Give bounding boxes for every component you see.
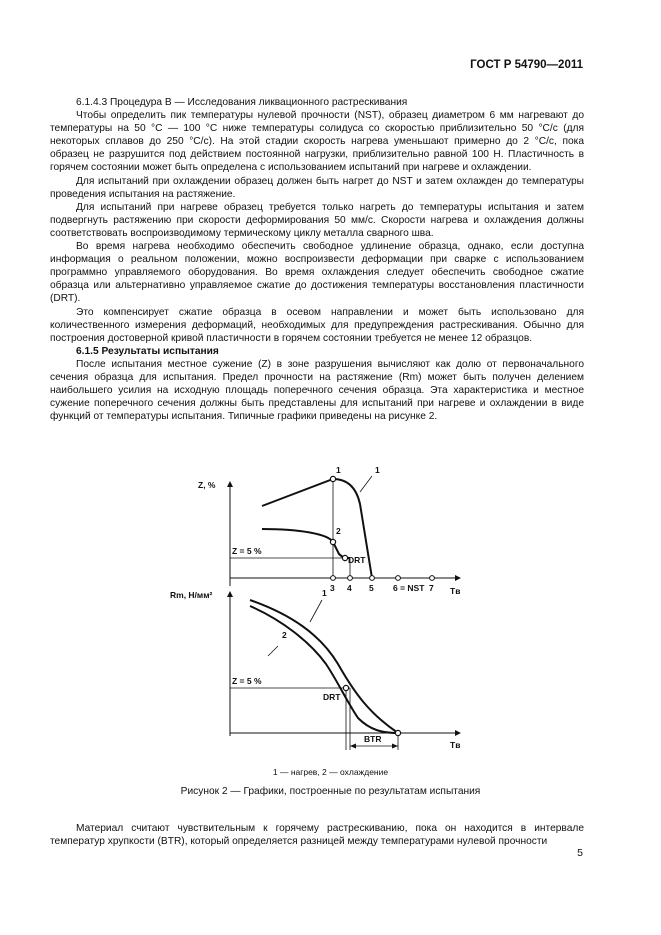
top-tick-label: 3 — [330, 583, 335, 593]
standard-code: ГОСТ Р 54790—2011 — [470, 59, 583, 71]
top-tick-point — [430, 576, 435, 581]
btr-arrow-left — [350, 744, 356, 749]
top-threshold-label: Z = 5 % — [232, 546, 262, 556]
bottom-y-label: Rm, Н/мм² — [170, 590, 213, 600]
top-tick-point — [396, 576, 401, 581]
top-point-label: DRT — [348, 555, 366, 565]
top-tick-point — [348, 576, 353, 581]
top-point-label: 2 — [336, 526, 341, 536]
figure-2 — [160, 465, 480, 774]
tail-text — [50, 822, 584, 848]
top-x-label: Tв — [450, 586, 461, 596]
paragraph: Материал считают чувствительным к горячему растрескиванию, пока он находится в интервале температур хрупкости (BTR), который определяется разницей между температурами нулевой прочности — [50, 823, 584, 848]
top-tick-label: 4 — [347, 583, 352, 593]
figure-legend: 1 — нагрев, 2 — охлаждение — [272, 767, 389, 777]
bottom-point-drt — [343, 685, 348, 690]
page-number: 5 — [577, 847, 583, 859]
top-tick-point — [370, 576, 375, 581]
bottom-curve-label-leader — [268, 646, 278, 656]
figure-graphics — [160, 465, 480, 774]
bottom-point-end — [395, 730, 400, 735]
top-curve-label: 1 — [375, 465, 380, 475]
paragraph: Во время нагрева необходимо обеспечить свободное удлинение образца, однако, если доступна информация о реальном положении, можно воспроизвести деформации при сварке с использованием программно управляемого оборудования. Во время охлаждения следует обеспечить свободное сжатие образца или альтернативно управляемое сжатие до достижения температуры восстановления пластичности (DRT). — [50, 241, 584, 305]
top-tick-label: 7 — [429, 583, 434, 593]
top-point-1 — [330, 476, 335, 481]
top-point-drt — [342, 555, 347, 560]
btr-arrow-right — [392, 744, 398, 749]
top-tick-label: 5 — [369, 583, 374, 593]
bottom-curve-label: 2 — [282, 630, 287, 640]
paragraph: Чтобы определить пик температуры нулевой прочности (NST), образец диаметром 6 мм нагревают до температуры на 50 °С — 100 °С ниже температуры солидуса со скоростью приблизительно 50 °С/с (для некоторых сплавов до 250 °С/с). На этой стадии скорость нагрева уменьшают примерно до 2 °С/с, пока образец не разрушится под действием постоянной нагрузки, приблизительно равной 100 Н. Пластичность в горячем состоянии может быть определена с использованием испытаний при нагреве и охлаждении. — [50, 110, 584, 174]
section-heading: 6.1.5 Результаты испытания — [76, 345, 219, 357]
body-text — [50, 96, 584, 423]
paragraph: Это компенсирует сжатие образца в осевом направлении и может быть использовано для количественного измерения деформаций, необходимых для предупреждения растрескивания. Обычно для построения достоверной кривой пластичности в горячем состоянии требуется не менее 12 образцов. — [50, 306, 584, 344]
bottom-curve-heating — [250, 600, 398, 733]
bottom-threshold-label: Z = 5 % — [232, 676, 262, 686]
figure-caption: Рисунок 2 — Графики, построенные по результатам испытания — [180, 786, 481, 797]
bottom-curve-label-leader — [310, 600, 322, 622]
top-curve-label-leader — [360, 476, 372, 492]
paragraph: Для испытаний при охлаждении образец должен быть нагрет до NST и затем охлажден до температуры проведения испытания на растяжение. — [50, 175, 584, 200]
top-tick-point — [331, 576, 336, 581]
bottom-curve-label: 1 — [322, 588, 327, 598]
top-y-label: Z, % — [198, 480, 216, 490]
top-point-2 — [330, 539, 335, 544]
top-point-label: 1 — [336, 465, 341, 475]
paragraph: 6.1.4.3 Процедура В — Исследования ликвационного растрескивания — [76, 97, 408, 108]
btr-label: BTR — [364, 734, 382, 744]
paragraph: После испытания местное сужение (Z) в зоне разрушения вычисляют как долю от первоначального сечения образца для испытания. Предел прочности на растяжение (Rm) может быть получен делением наибольшего усилия на исходную площадь поперечного сечения образца. Эта характеристика и местное сужение поперечного сечения должны быть представлены для испытаний при нагреве и охлаждении в виде функций от температуры испытания. Типичные графики приведены на рисунке 2. — [50, 358, 584, 423]
paragraph: Для испытаний при нагреве образец требуется только нагреть до температуры испытания и затем подвергнуть растяжению при скорости деформирования 50 мм/с. Скорости нагрева и охлаждения должны соответствовать воспроизводимому термическому циклу металла сварного шва. — [50, 201, 584, 239]
bottom-x-label: Tв — [450, 740, 461, 750]
bottom-point-label: DRT — [323, 692, 341, 702]
top-tick-label: 6 = NST — [393, 583, 425, 593]
